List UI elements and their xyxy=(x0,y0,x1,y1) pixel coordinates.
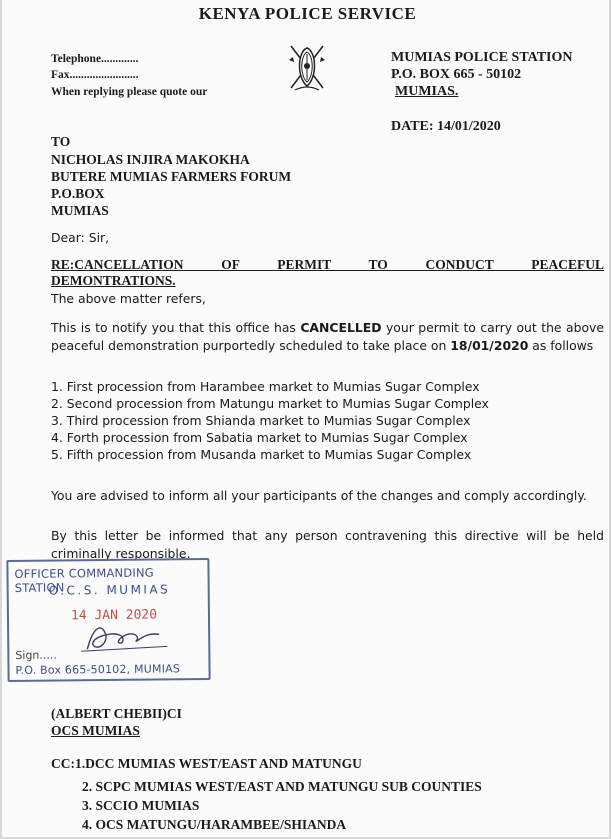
fax-line: Fax........................ xyxy=(51,69,139,81)
subject-line-1: RE:CANCELLATION OF PERMIT TO CONDUCT PEACEFUL xyxy=(51,257,604,272)
notice-paragraph xyxy=(51,319,604,354)
kenya-coat-of-arms-icon xyxy=(285,40,329,94)
recipient-org: BUTERE MUMIAS FARMERS FORUM xyxy=(51,169,292,184)
station-town: MUMIAS. xyxy=(395,84,459,99)
advice-paragraph: You are advised to inform all your participants of the changes and comply accordingly. xyxy=(51,488,587,503)
list-item: 4. Forth procession from Sabatia market to Mumias Sugar Complex xyxy=(51,430,468,445)
list-item: 3. Third procession from Shianda market to Mumias Sugar Complex xyxy=(51,413,471,428)
procession-list xyxy=(51,378,489,463)
cc-item: 4. OCS MATUNGU/HARAMBEE/SHIANDA xyxy=(82,817,347,832)
reply-note: When replying please quote our xyxy=(51,86,208,98)
signatory-title: OCS MUMIAS xyxy=(51,723,140,738)
refers-line: The above matter refers, xyxy=(51,291,206,306)
recipient-box: P.O.BOX xyxy=(51,186,105,201)
cc-item: 3. SCCIO MUMIAS xyxy=(82,798,200,813)
letterhead-title: KENYA POLICE SERVICE xyxy=(198,4,417,23)
station-box: P.O. BOX 665 - 50102 xyxy=(391,67,522,82)
list-item: 1. First procession from Harambee market to Mumias Sugar Complex xyxy=(51,379,480,394)
station-name: MUMIAS POLICE STATION xyxy=(391,50,573,65)
stamp-title: OFFICER COMMANDING STATION xyxy=(14,565,154,595)
stamp-date: 14 JAN 2020 xyxy=(70,607,158,624)
signature-mark xyxy=(79,620,169,655)
signatory-name: (ALBERT CHEBII)CI xyxy=(51,706,182,721)
cc-first: CC:1.DCC MUMIAS WEST/EAST AND MATUNGU xyxy=(51,756,362,771)
stamp-address: P.O. Box 665-50102, MUMIAS xyxy=(15,662,181,677)
letter-date: DATE: 14/01/2020 xyxy=(391,119,501,134)
notice-cancelled: CANCELLED xyxy=(300,320,382,335)
recipient-to: TO xyxy=(51,134,71,149)
recipient-name: NICHOLAS INJIRA MAKOKHA xyxy=(51,152,250,167)
notice-date: 18/01/2020 xyxy=(450,337,529,353)
subject-line-2: DEMONTRATIONS. xyxy=(51,273,176,288)
telephone-line: Telephone............. xyxy=(51,53,139,65)
salutation: Dear: Sir, xyxy=(51,230,110,245)
warning-paragraph: By this letter be informed that any person contravening this directive will be held criminally responsible. xyxy=(51,528,604,561)
cc-item: 2. SCPC MUMIAS WEST/EAST AND MATUNGU SUB COUNTIES xyxy=(82,779,482,794)
notice-text-c: your permit to carry out the above peaceful demonstration purportedly scheduled to take place on xyxy=(51,320,604,353)
stamp-office: O.C.S. MUMIAS xyxy=(48,582,171,598)
ocs-stamp xyxy=(6,558,210,682)
notice-text-e: as follows xyxy=(528,337,594,353)
stamp-sign: Sign..... xyxy=(15,648,57,662)
notice-text-a: This is to notify you that this office has xyxy=(51,320,301,335)
recipient-town: MUMIAS xyxy=(51,203,109,218)
list-item: 2. Second procession from Matungu market to Mumias Sugar Complex xyxy=(51,396,489,411)
list-item: 5. Fifth procession from Musanda market to Mumias Sugar Complex xyxy=(51,447,472,462)
